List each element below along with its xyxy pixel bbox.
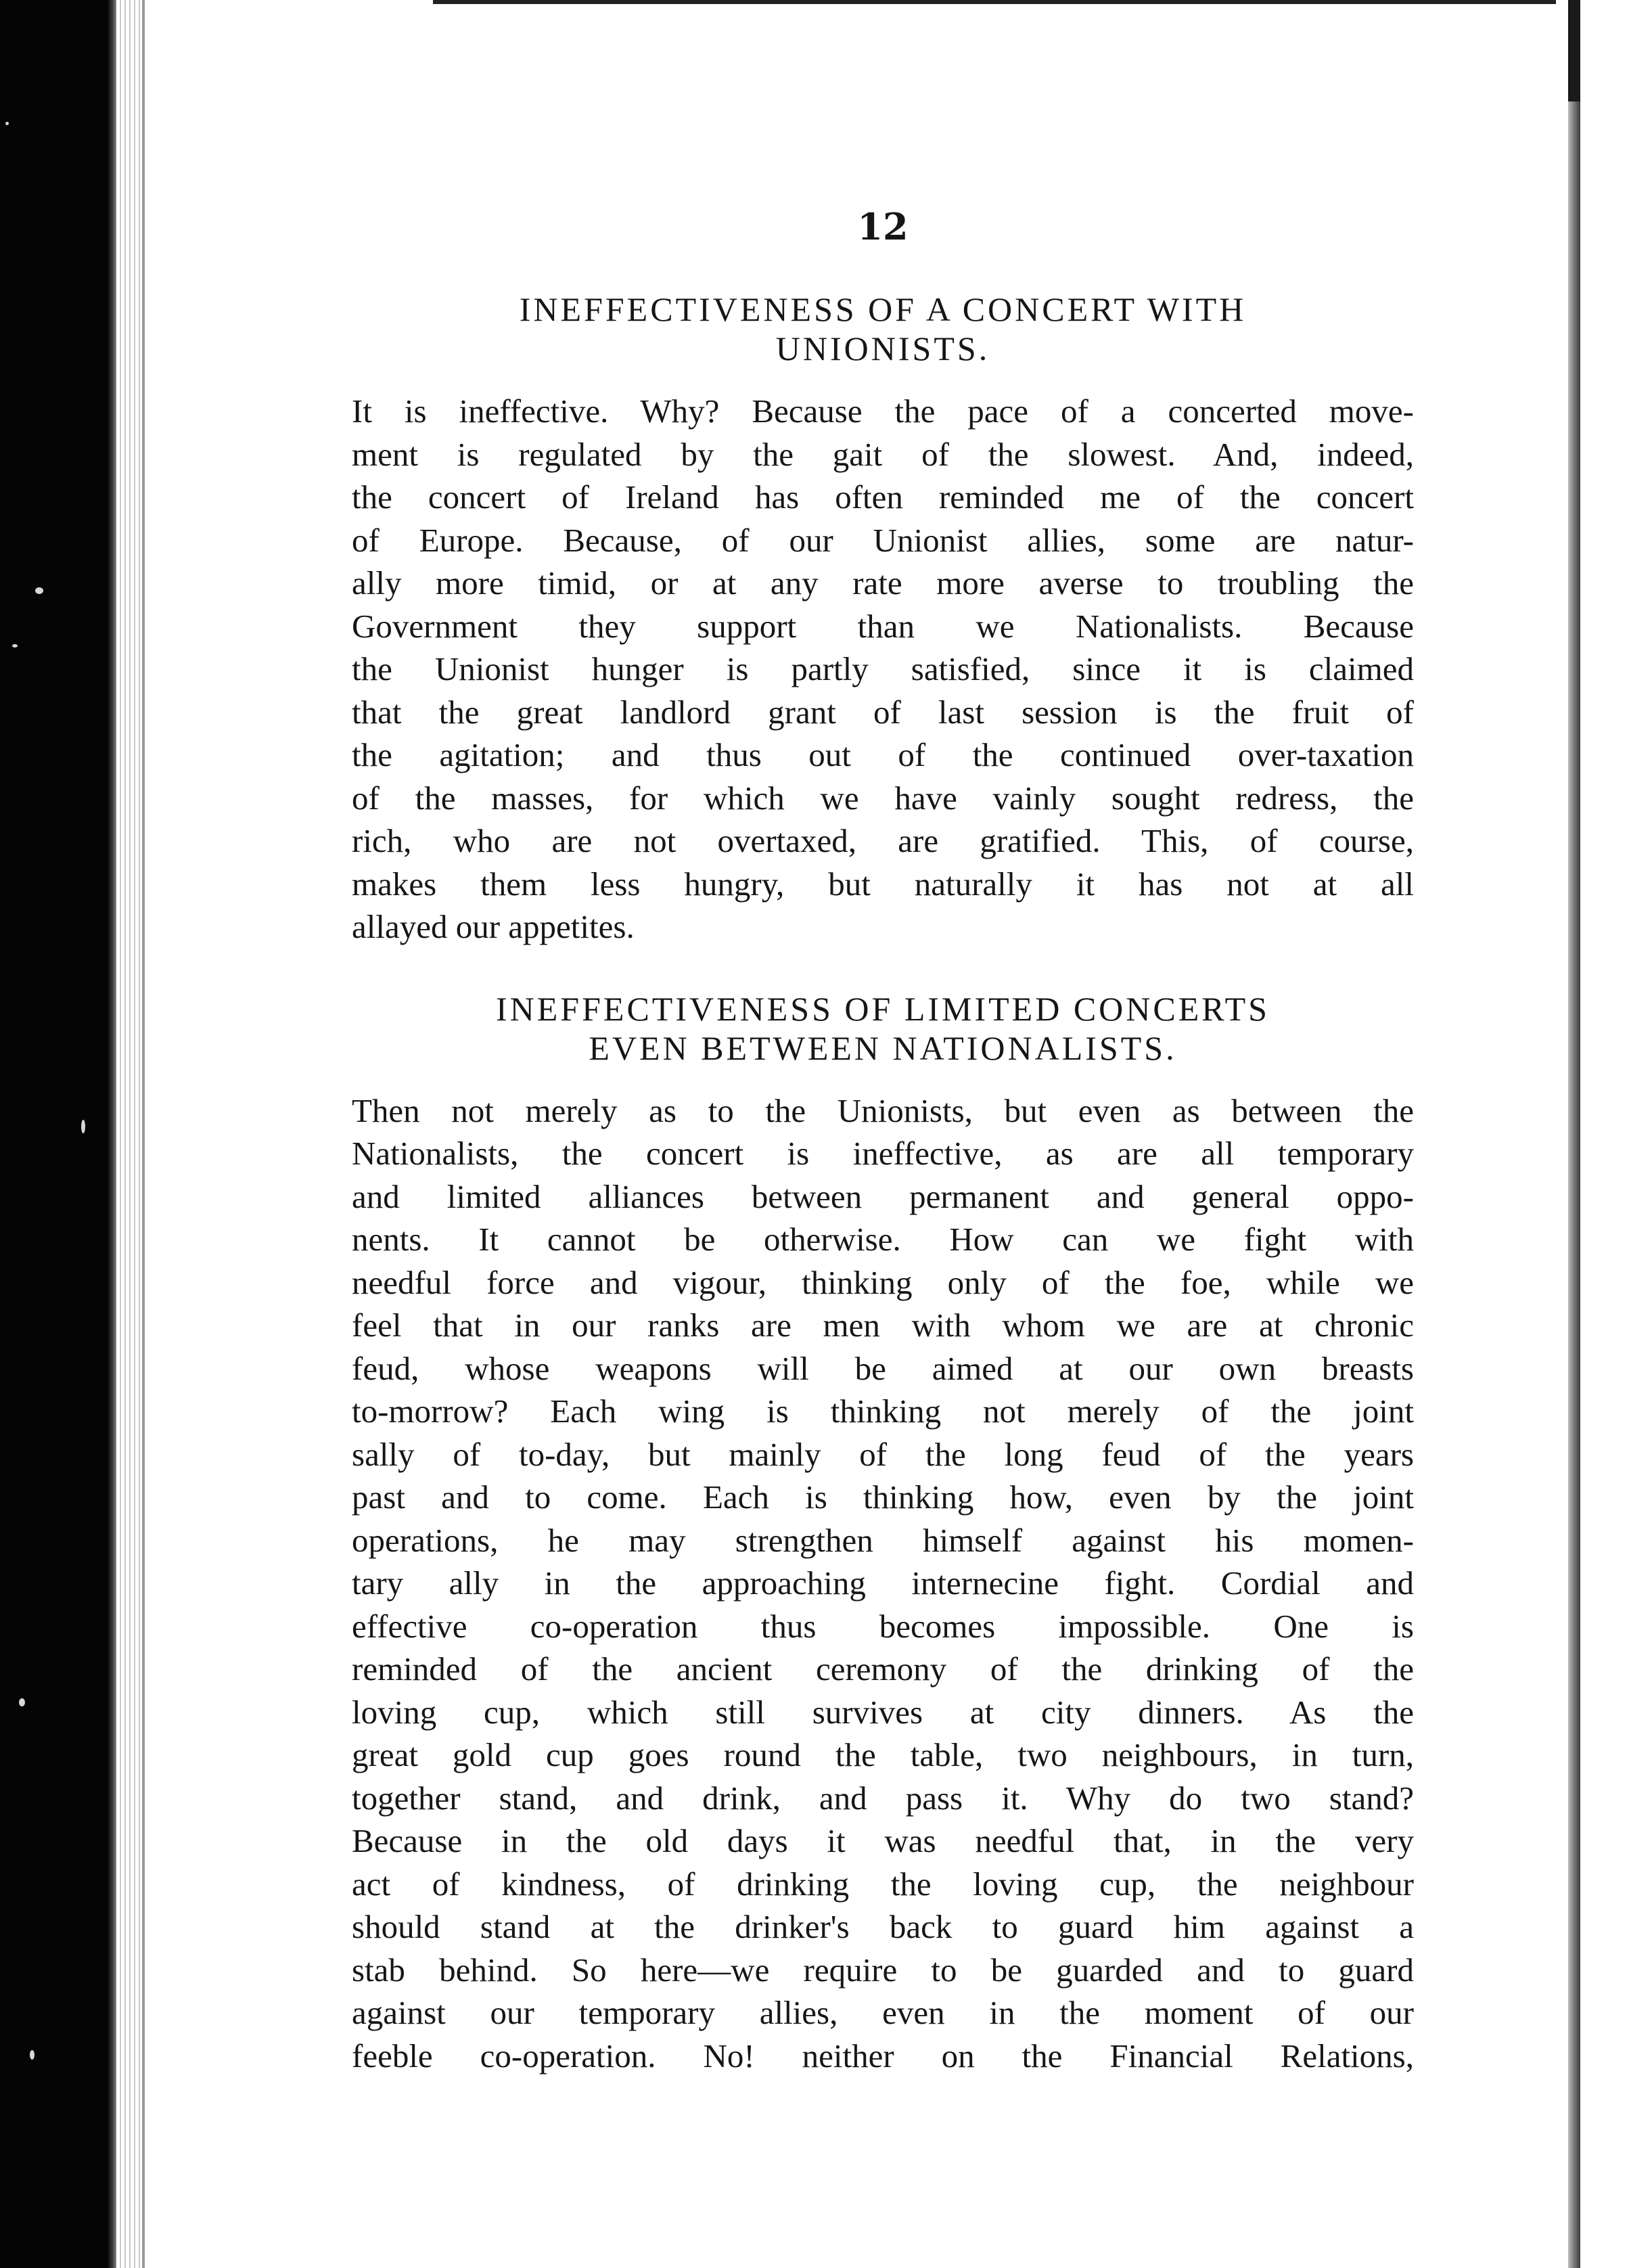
text-line: ally more timid, or at any rate more averse to troubling the [352, 564, 1414, 602]
text-line: to-morrow? Each wing is thinking not merely of the joint [352, 1392, 1414, 1430]
text-line: of the masses, for which we have vainly sought redress, the [352, 779, 1414, 817]
text-line: Because in the old days it was needful that, in the very [352, 1822, 1414, 1859]
text-line: It is ineffective. Why? Because the pace of a concerted move- [352, 392, 1414, 430]
scan-speck [5, 122, 9, 125]
text-line: that the great landlord grant of last session is the fruit of [352, 693, 1414, 731]
text-line: of Europe. Because, of our Unionist allies, some are natur- [352, 521, 1414, 559]
heading-line: INEFFECTIVENESS OF A CONCERT WITH [519, 290, 1247, 328]
page-stack-edges [116, 0, 143, 2268]
page-number: 12 [857, 205, 909, 248]
text-line: sally of to-day, but mainly of the long feud of the years [352, 1435, 1414, 1473]
page-binding-top [1568, 0, 1580, 101]
scan-speck [19, 1698, 25, 1706]
text-line: ment is regulated by the gait of the slowest. And, indeed, [352, 435, 1414, 473]
paragraph-1 [352, 390, 1414, 949]
scan-border-left [0, 0, 116, 2268]
text-line: allayed our appetites. [352, 908, 635, 945]
text-line: Then not merely as to the Unionists, but even as between the [352, 1091, 1414, 1129]
text-line: act of kindness, of drinking the loving cup, the neighbour [352, 1865, 1414, 1903]
text-line: and limited alliances between permanent and general oppo- [352, 1177, 1414, 1215]
heading-line: UNIONISTS. [775, 330, 990, 367]
text-line: together stand, and drink, and pass it. Why do two stand? [352, 1779, 1414, 1817]
page-edge-shadow [142, 0, 145, 2268]
text-line: needful force and vigour, thinking only of the foe, while we [352, 1263, 1414, 1301]
text-line: the concert of Ireland has often reminded me of the concert [352, 478, 1414, 516]
text-line: against our temporary allies, even in the moment of our [352, 1994, 1414, 2031]
text-line: the Unionist hunger is partly satisfied, since it is claimed [352, 650, 1414, 687]
right-margin [1580, 0, 1629, 2268]
top-scan-rule [433, 0, 1556, 4]
section-heading-1 [352, 290, 1414, 368]
scan-speck [30, 2050, 35, 2060]
text-line: feel that in our ranks are men with whom we are at chronic [352, 1307, 1414, 1344]
scan-border-edge [108, 0, 116, 2268]
text-line: operations, he may strengthen himself against his momen- [352, 1521, 1414, 1559]
page-binding [1568, 0, 1580, 2268]
text-line: feud, whose weapons will be aimed at our own breasts [352, 1349, 1414, 1387]
text-line: feeble co-operation. No! neither on the Financial Relations, [352, 2037, 1414, 2074]
section-heading-2 [352, 989, 1414, 1068]
paragraph-2 [352, 1089, 1414, 2078]
text-line: great gold cup goes round the table, two neighbours, in turn, [352, 1736, 1414, 1773]
heading-line: EVEN BETWEEN NATIONALISTS. [589, 1028, 1177, 1067]
text-line: nents. It cannot be otherwise. How can we fight with [352, 1221, 1414, 1258]
text-line: rich, who are not overtaxed, are gratified. This, of course, [352, 822, 1414, 859]
text-line: loving cup, which still survives at city dinners. As the [352, 1693, 1414, 1731]
text-line: tary ally in the approaching internecine fight. Cordial and [352, 1564, 1414, 1602]
text-line: reminded of the ancient ceremony of the drinking of the [352, 1650, 1414, 1687]
text-line: the agitation; and thus out of the continued over-taxation [352, 736, 1414, 773]
text-line: makes them less hungry, but naturally it has not at all [352, 865, 1414, 903]
text-line: past and to come. Each is thinking how, even by the joint [352, 1478, 1414, 1516]
scan-speck [81, 1120, 85, 1133]
text-line: Nationalists, the concert is ineffective, as are all temporary [352, 1135, 1414, 1172]
text-line: stab behind. So here—we require to be guarded and to guard [352, 1951, 1414, 1989]
heading-line: INEFFECTIVENESS OF LIMITED CONCERTS [496, 989, 1270, 1028]
scan-speck [35, 587, 43, 594]
text-line: should stand at the drinker's back to guard him against a [352, 1908, 1414, 1945]
text-line: Government they support than we Nationalists. Because [352, 607, 1414, 645]
scan-speck [12, 644, 18, 648]
text-line: effective co-operation thus becomes impossible. One is [352, 1607, 1414, 1645]
document-page [352, 196, 1414, 2077]
